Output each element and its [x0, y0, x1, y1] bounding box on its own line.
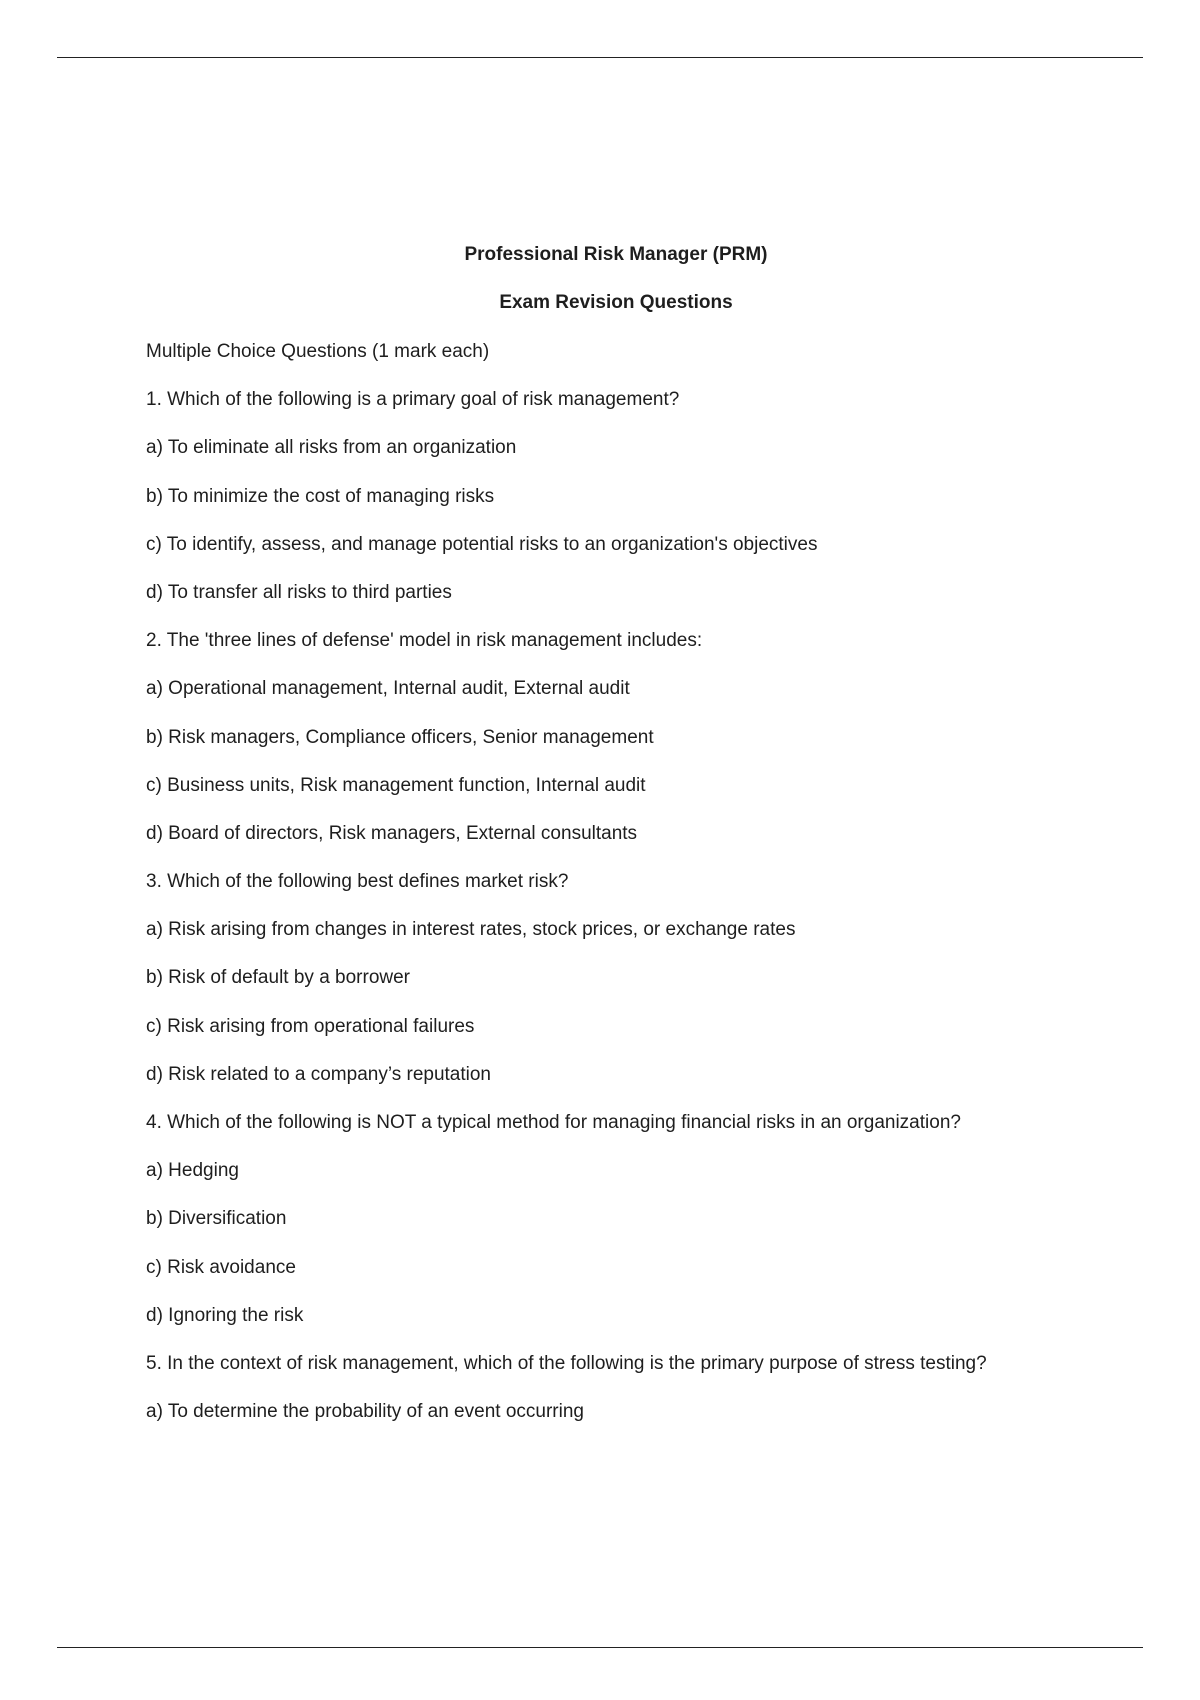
question-1-option-d: d) To transfer all risks to third parties [146, 581, 452, 603]
question-3-option-a: a) Risk arising from changes in interest rates, stock prices, or exchange rates [146, 919, 796, 941]
question-4-option-b: b) Diversification [146, 1208, 287, 1230]
document-body [146, 336, 1146, 1444]
question-5: 5. In the context of risk management, which of the following is the primary purpose of stress testing? [146, 1352, 987, 1374]
question-3: 3. Which of the following best defines market risk? [146, 871, 569, 893]
question-1-option-b: b) To minimize the cost of managing risks [146, 485, 495, 507]
question-2-option-b: b) Risk managers, Compliance officers, Senior management [146, 726, 654, 748]
question-4-option-a: a) Hedging [146, 1160, 239, 1182]
question-1: 1. Which of the following is a primary goal of risk management? [146, 389, 680, 411]
question-1-option-a: a) To eliminate all risks from an organization [146, 437, 517, 459]
question-1-option-c: c) To identify, assess, and manage potential risks to an organization's objectives [146, 533, 818, 555]
question-3-option-d: d) Risk related to a company’s reputation [146, 1063, 491, 1085]
question-2-option-a: a) Operational management, Internal audit, External audit [146, 678, 630, 700]
question-5-option-a: a) To determine the probability of an event occurring [146, 1401, 584, 1423]
question-2-option-d: d) Board of directors, Risk managers, External consultants [146, 822, 638, 844]
top-rule [57, 57, 1143, 58]
document-subtitle: Exam Revision Questions [499, 292, 733, 313]
question-4-option-c: c) Risk avoidance [146, 1256, 296, 1278]
question-3-option-b: b) Risk of default by a borrower [146, 967, 411, 989]
question-2-option-c: c) Business units, Risk management function, Internal audit [146, 774, 646, 796]
document-title: Professional Risk Manager (PRM) [464, 244, 768, 265]
bottom-rule [57, 1647, 1143, 1648]
question-4-option-d: d) Ignoring the risk [146, 1304, 304, 1326]
question-3-option-c: c) Risk arising from operational failures [146, 1015, 475, 1037]
document-header [0, 239, 1200, 335]
question-4: 4. Which of the following is NOT a typical method for managing financial risks in an organization? [146, 1112, 961, 1133]
question-2: 2. The 'three lines of defense' model in risk management includes: [146, 630, 703, 652]
section-heading: Multiple Choice Questions (1 mark each) [146, 341, 490, 362]
